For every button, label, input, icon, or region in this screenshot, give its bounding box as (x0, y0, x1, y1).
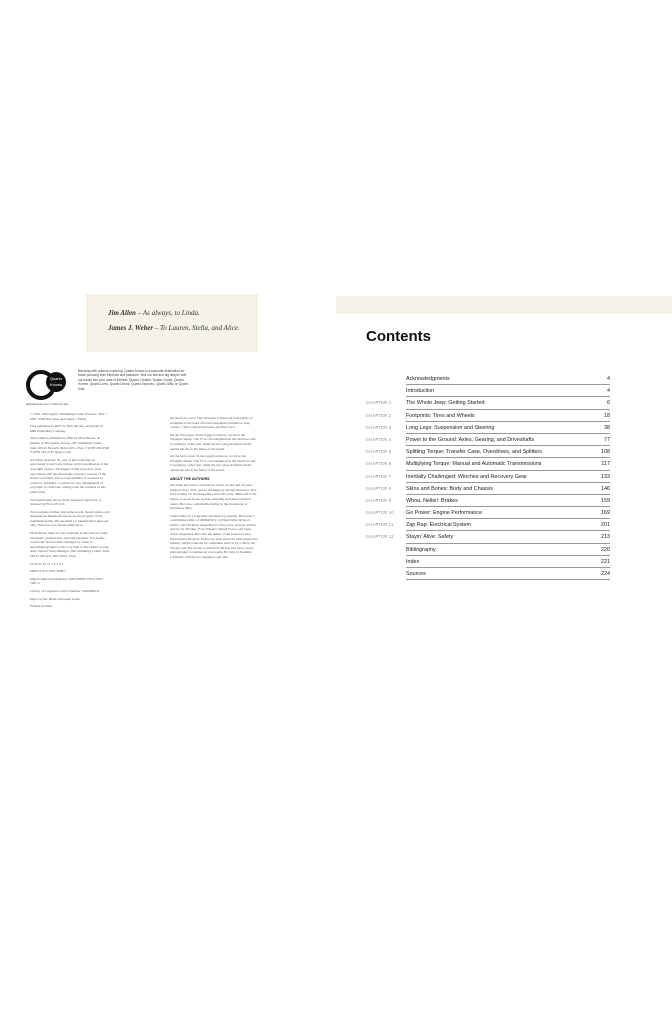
colophon-paragraph: All rights reserved. No part of this book may be reproduced in any form without written permission of the copyright owners. All images in this book have been reproduced with the knowledge and prior consent of the artists concerned, and no responsibility is accepted by producer, publisher, or printer for any infringement of copyright or otherwise, arising from the contents of this publication. (30, 457, 108, 494)
dedication-name-2: James J. Weber (108, 324, 154, 332)
toc-entry[interactable] (366, 544, 610, 556)
colophon-paragraph: On the back cover: In the rugged outdoors, we show the Wrangler lineup. The JT is a thoroughbred in the Outdoors and CJ pedigree of the past, while the new plug-in hybrid model named the 4xe is the future of the brand. (170, 454, 256, 472)
toc-title: Power to the Ground: Axles, Gearing, and Driveshafts (406, 436, 535, 443)
dedication-line-2 (108, 324, 240, 332)
colophon-left-column (30, 412, 110, 612)
page-title: Contents (366, 328, 431, 345)
toc-title: Splitting Torque: Transfer Case, Overdrives, and Splitters (406, 449, 542, 456)
toc-title: Go Power: Engine Performance (406, 510, 483, 517)
toc-entry[interactable] (366, 519, 610, 531)
toc-chapter-label: CHAPTER 12 (366, 534, 394, 540)
toc-chapter-label: CHAPTER 8 (366, 485, 392, 491)
toc-title: Bibliography (406, 546, 436, 553)
colophon-paragraph: James Weber is a long-time automotive journalist. He's been a contributing editor of 4WD&SUV, 4-Wheel Drive & Sport Utility, and Off-Road magazines for five years, and has written articles for Truckin', Four Wheeler, Diesel Power, and Sport Truck magazines. He's also the author of the book 4x4 Jeep Performance Projects. Weber has been involved with automotive industry public relations for companies such as Toyo Tires, All Terrain, and The Starter Connection. He has also been a news photographer for numerous race teams. He lives in Southern California with his two daughters and wife. (170, 513, 258, 560)
toc-title: Sources (406, 571, 426, 577)
toc-page-number: 4 (607, 376, 610, 382)
cover-credits (170, 416, 258, 473)
toc-entry[interactable] (366, 434, 610, 446)
toc-entry[interactable] (366, 385, 610, 397)
toc-entry[interactable] (366, 556, 610, 568)
colophon-paragraph: On the title pages: In the rugged outdoors, we show the Wrangler lineup. The JT is a thoroughbred in the Outdoors and CJ pedigree of the past, while the new plug-in hybrid model named the 4xe is the future of the brand. (170, 432, 256, 451)
toc-title: Inertially Challenged: Winches and Recovery Gear (406, 473, 527, 480)
colophon-paragraph: Printed in China (30, 604, 53, 609)
toc-chapter-label: CHAPTER 3 (366, 424, 392, 430)
about-authors-text (170, 483, 258, 560)
dedication-name-1: Jim Allen (108, 309, 136, 317)
dedication-box (86, 294, 258, 352)
toc-title: Zap Rap: Electrical System (406, 522, 472, 529)
toc-page-number: 224 (601, 571, 610, 577)
toc-title: Index (406, 558, 420, 565)
toc-title: Stayin' Alive: Safety (406, 534, 454, 541)
colophon-paragraph: MotorBooks titles are also available at discount for retail, wholesale, promotional, and bulk purchase. For details, contact the Special Sales Manager by email at specialsales@quarto.com or by mail at The Quarto Group, Attn: Special Sales Manager, 100 Cummings Center, Suite 265-D, Beverly, MA 01915, USA. (30, 531, 110, 559)
colophon-paragraph: We recognize, further, that some words, model names, and designations mentioned herein are the property of the trademark holder. We use them for identification purposes only. This is not an official publication. (30, 509, 110, 528)
toc-entry[interactable] (366, 483, 610, 495)
toc-page-number: 6 (607, 400, 610, 407)
toc-entry[interactable] (366, 422, 610, 434)
toc-entry[interactable] (366, 495, 610, 507)
toc-title: Skins and Bones: Body and Chassis (406, 485, 493, 492)
toc-entry[interactable] (366, 531, 610, 543)
page-header-band (336, 296, 672, 314)
logo-caption: quartoknows.com | Visit our site (26, 402, 69, 406)
colophon-paragraph: Library of Congress Control Number: 2020946074 (30, 589, 100, 593)
toc-page-number: 18 (604, 412, 610, 419)
toc-title: Whoa, Nellie!: Brakes (406, 497, 458, 504)
toc-title: Footprints: Tires and Wheels (406, 412, 475, 419)
toc-chapter-label: CHAPTER 11 (366, 522, 394, 528)
toc-page-number: 201 (601, 522, 610, 529)
toc-title: The Whole Jeep: Getting Started (406, 400, 485, 407)
colophon-paragraph: Digital edition published in 2020 eISBN: 978-0-7603-7097-4 (30, 576, 104, 586)
colophon-paragraph: ISBN: 978-0-7603-7096-7 (30, 569, 67, 574)
toc-entry[interactable] (366, 446, 610, 458)
toc-page-number: 146 (601, 485, 610, 492)
toc-entry[interactable] (366, 410, 610, 422)
toc-entry[interactable] (366, 568, 610, 580)
toc-page-number: 77 (604, 436, 610, 443)
toc-entry[interactable] (366, 507, 610, 519)
colophon-right-column (170, 416, 258, 563)
toc-entry[interactable] (366, 471, 610, 483)
toc-chapter-label: CHAPTER 2 (366, 412, 392, 418)
colophon-paragraph: Jim Allen has been a well-known writer on 4x4 and off-road subjects since 1976, and an off-highway driving instructor. He's been writing for 4x4 magazines since the early 1980s and is the author of seven books on four-wheeling and other technical topics. He's also a small-time farmer in the boondocks of Northwest Ohio. (170, 483, 257, 511)
quarto-knows-badge: Quarto Knows (46, 372, 66, 392)
dedication-line-1 (108, 309, 200, 317)
dedication-text-1: – As always, to Linda. (135, 309, 200, 317)
toc-title: Introduction (406, 388, 435, 395)
table-of-contents (366, 373, 610, 580)
toc-page-number: 4 (607, 388, 610, 395)
toc-page-number: 117 (601, 461, 610, 468)
logo-blurb: Blending with outdoor exploring, Quarto Knows is a favourite destination for those pursuing their interests and passions. Visit our site and dig deeper with our books into your area of interest: Quarto Creates, Quarto Cooks, Quarto Homes, Quarto Lives, Quarto Drives, Quarto Explores, Quarto Gifts, or Quarto Kids. (78, 369, 189, 391)
toc-page-number: 159 (601, 497, 610, 504)
toc-divider (406, 579, 610, 580)
colophon-paragraph: Third edition published in 2020 by MotorBooks, an imprint of The Quarto Group, 100 Cummings Center, Suite 265-D, Beverly, MA 01915, USA. T (978) 282-9590 F (978) 283-2742 Quarto.com (30, 436, 110, 455)
toc-page-number: 108 (601, 449, 610, 456)
toc-chapter-label: CHAPTER 6 (366, 461, 392, 467)
toc-entry[interactable] (366, 373, 610, 385)
toc-page-number: 169 (601, 510, 610, 517)
toc-chapter-label: CHAPTER 4 (366, 436, 392, 442)
toc-chapter-label: CHAPTER 1 (366, 400, 392, 406)
toc-title: Multiplying Torque: Manual and Automatic Transmissions (406, 461, 542, 468)
toc-page-number: 38 (604, 424, 610, 431)
colophon-paragraph: On the front cover: This Wrangler is fitted out with plenty of examples of the latest off-road equipment available to Jeep owners. Chris Collard/Adventure Archives LLC (170, 416, 253, 430)
toc-page-number: 221 (601, 558, 610, 565)
colophon-paragraph: © 2007, 2020 Quarto Publishing Group USA Inc. Text © 2007, 2020 Jim Allen and James J. Weber (30, 412, 108, 421)
toc-page-number: 133 (601, 473, 610, 480)
toc-chapter-label: CHAPTER 9 (366, 497, 392, 503)
toc-entry[interactable] (366, 397, 610, 409)
publisher-logo (26, 370, 63, 400)
toc-page-number: 213 (601, 534, 610, 541)
colophon-paragraph: This publication has not been prepared, approved, or licensed by FCA US LLC. (30, 497, 102, 507)
toc-chapter-label: CHAPTER 7 (366, 473, 392, 479)
colophon-paragraph: First published in 2007 by MotorBooks, an imprint of MBI Publishing Company. (30, 424, 103, 433)
dedication-text-2: – To Lauren, Stella, and Alice. (153, 324, 240, 332)
about-authors-heading: ABOUT THE AUTHORS (170, 476, 210, 481)
toc-chapter-label: CHAPTER 10 (366, 510, 394, 516)
toc-title: Long Legs: Suspension and Steering (406, 424, 495, 431)
toc-entry[interactable] (366, 458, 610, 470)
toc-title: Acknowledgments (406, 376, 450, 382)
toc-page-number: 220 (601, 546, 610, 553)
colophon-paragraph: 23 24 25 22 21 1 2 3 4 5 (30, 561, 64, 566)
colophon-paragraph: Page Layout: Heath Seriouqin Lester (30, 596, 81, 601)
toc-chapter-label: CHAPTER 5 (366, 449, 392, 455)
